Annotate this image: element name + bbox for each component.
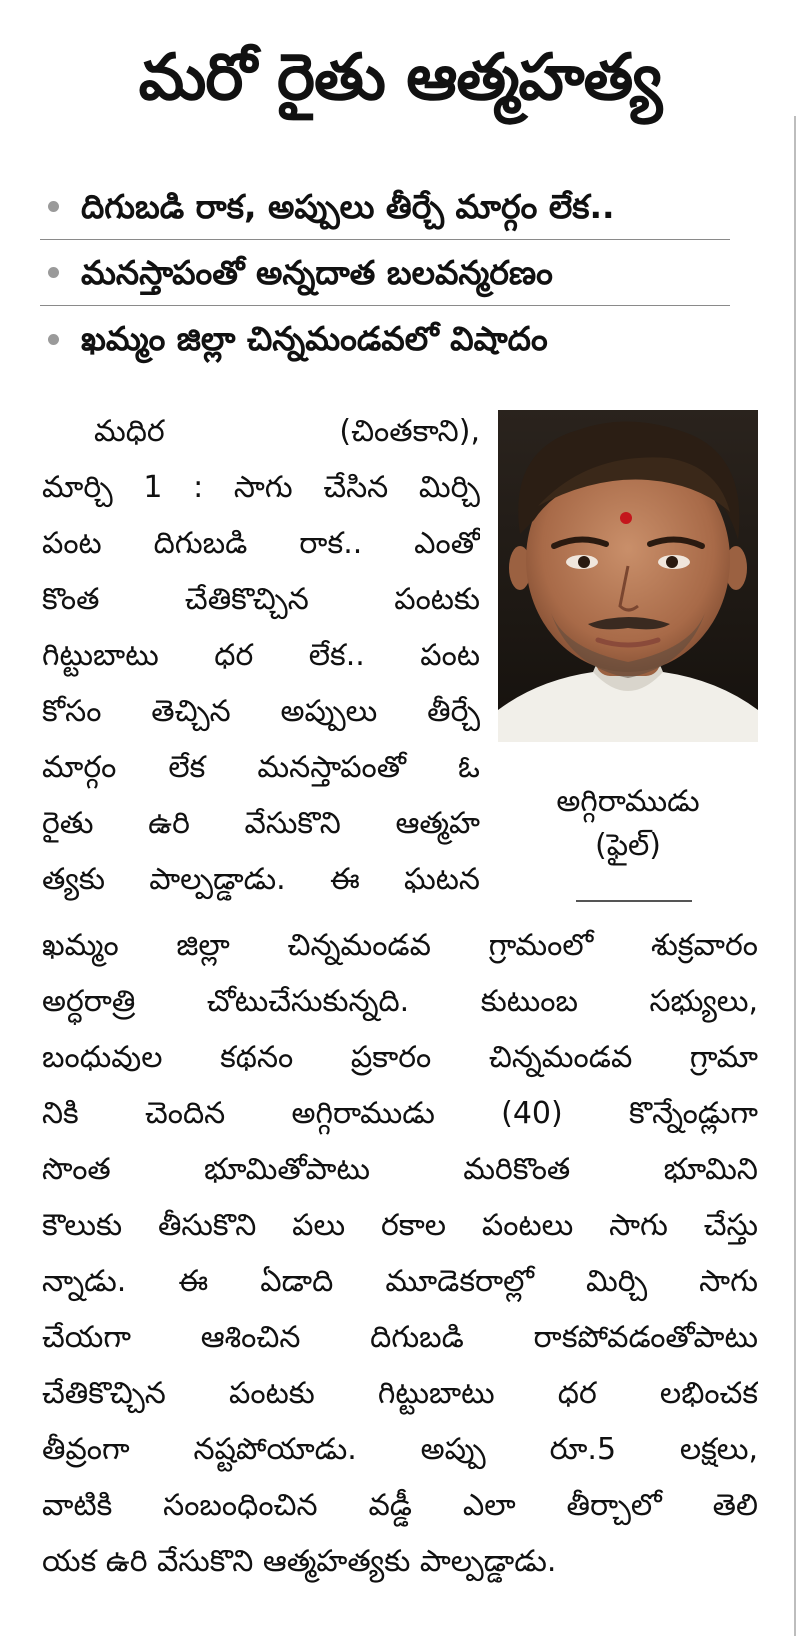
body-line: యక ఉరి వేసుకొని ఆత్మహత్యకు పాల్పడ్డాడు. [42,1544,557,1579]
body-line: తీవ్రంగా నష్టపోయాడు. అప్పు రూ.5 లక్షలు, [42,1432,758,1467]
body-line: గిట్టుబాటు ధర లేక.. పంట [42,638,480,673]
headline: మరో రైతు ఆత్మహత్య [138,41,662,115]
bullet-dot-icon [48,201,59,212]
body-line: అర్ధరాత్రి చోటుచేసుకున్నది. కుటుంబ సభ్యులు, [42,984,758,1019]
bullet-dot-icon [48,267,59,278]
article-body-wide [42,918,758,1590]
body-line: పంట దిగుబడి రాక.. ఎంతో [42,526,480,561]
subheadline-item [40,174,730,240]
portrait-image [498,410,758,742]
body-line: సొంత భూమితోపాటు మరికొంత భూమిని [42,1152,758,1187]
caption-divider [576,900,692,902]
body-line: కొంత చేతికొచ్చిన పంటకు [42,582,480,617]
subheadline-text: మనస్తాపంతో అన్నదాత బలవన్మరణం [81,252,553,292]
photo-caption [514,780,742,868]
body-line: చేతికొచ్చిన పంటకు గిట్టుబాటు ధర లభించక [42,1376,758,1411]
body-line: మార్చి 1 : సాగు చేసిన మిర్చి [42,470,480,505]
body-line: కౌలుకు తీసుకొని పలు రకాల పంటలు సాగు చేస్తు [42,1208,758,1243]
body-line: వాటికి సంబంధించిన వడ్డీ ఎలా తీర్చాలో తెలి [42,1488,758,1523]
subheadline-list [40,174,730,372]
body-line: న్నాడు. ఈ ఏడాది మూడెకరాల్లో మిర్చి సాగు [42,1264,758,1299]
subheadline-text: దిగుబడి రాక, అప్పులు తీర్చే మార్గం లేక.. [81,186,615,226]
body-line: త్యకు పాల్పడ్డాడు. ఈ ఘటన [42,862,480,897]
farmer-photo [498,410,758,746]
bullet-dot-icon [48,334,59,345]
body-line: మధిర (చింతకాని), [94,414,480,449]
body-line: కోసం తెచ్చిన అప్పులు తీర్చే [42,694,480,729]
body-line: రైతు ఉరి వేసుకొని ఆత్మహ [42,806,480,841]
body-line: చేయగా ఆశించిన దిగుబడి రాకపోవడంతోపాటు [42,1320,758,1355]
subheadline-item [40,306,730,372]
subheadline-text: ఖమ్మం జిల్లా చిన్నమండవలో విషాదం [81,319,548,358]
portrait-illustration [498,410,758,742]
body-line: ఖమ్మం జిల్లా చిన్నమండవ గ్రామంలో శుక్రవారం [42,928,758,963]
caption-name: అగ్గిరాముడు [556,784,700,819]
caption-source: (ఫైల్) [594,828,661,863]
body-line: మార్గం లేక మనస్తాపంతో ఓ [42,750,480,785]
body-line: నికి చెందిన అగ్గిరాముడు (40) కొన్నేండ్లుగా [42,1096,758,1131]
subheadline-item [40,240,730,306]
column-rule [794,116,796,1636]
body-line: బంధువుల కథనం ప్రకారం చిన్నమండవ గ్రామా [42,1040,758,1075]
article-body-narrow [42,404,480,908]
